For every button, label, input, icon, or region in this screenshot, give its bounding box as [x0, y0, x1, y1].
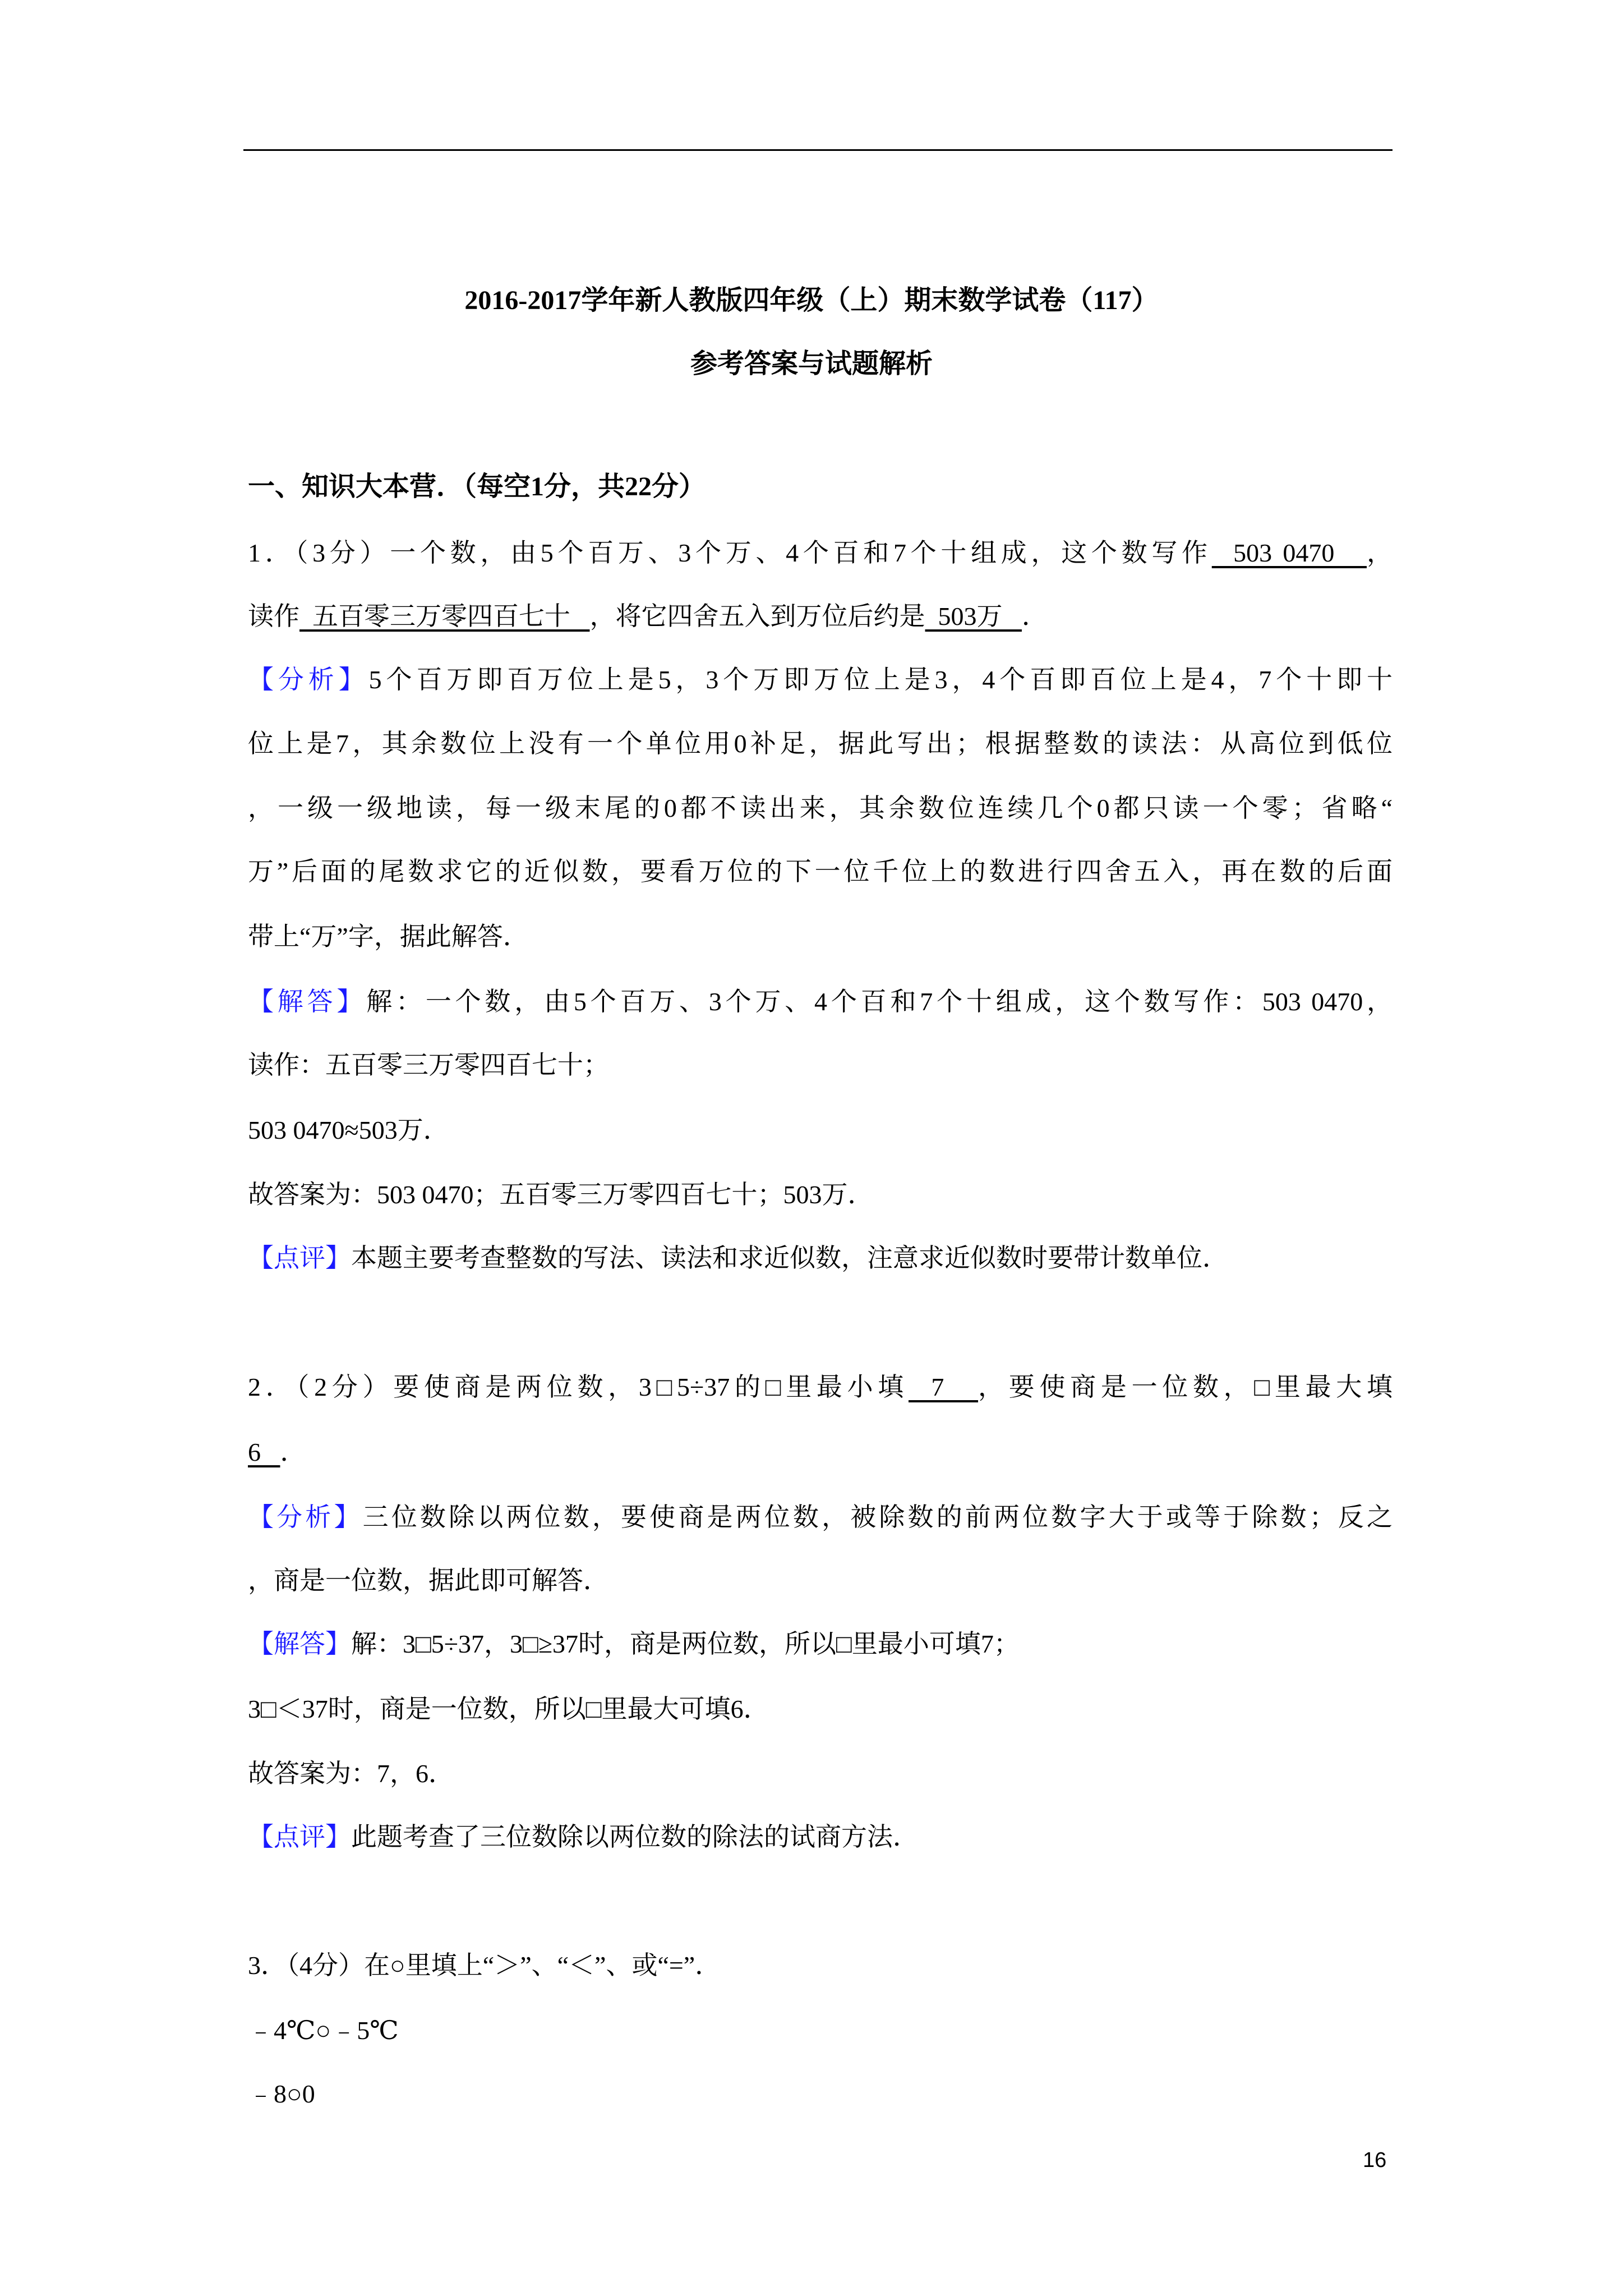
text: ．	[1022, 602, 1048, 631]
text: 读作	[248, 602, 299, 631]
text: 解：3□5÷37，3□≥37时，商是两位数，所以□里最小可填7；	[351, 1630, 1020, 1658]
text: 解：一个数，由5个百万、3个万、4个百和7个十组成，这个数写作：503 0470，	[366, 987, 1393, 1016]
comment	[248, 1820, 1393, 1854]
text: ，将它四舍五入到万位后约是	[589, 602, 925, 631]
comment-tag: 【点评】	[248, 1244, 351, 1272]
solution-line: 3□＜37时，商是一位数，所以□里最大可填6．	[248, 1695, 769, 1723]
answer-blank: 6	[248, 1438, 280, 1466]
q3-item: ﹣8○0	[248, 2079, 315, 2108]
text: 2．（2分）要使商是两位数，3□5÷37的□里最小填	[248, 1373, 909, 1401]
q1-line	[248, 600, 1393, 633]
page-number: 16	[1363, 2148, 1387, 2172]
solution-line: 读作：五百零三万零四百七十；	[248, 1051, 609, 1079]
section-heading: 一、知识大本营．（每空1分，共22分）	[248, 472, 706, 501]
text: ．	[280, 1438, 306, 1466]
doc-subtitle: 参考答案与试题解析	[690, 349, 933, 379]
analysis-tag: 【分析】	[248, 665, 369, 694]
solution	[248, 985, 1393, 1019]
q2-line	[248, 1370, 1393, 1404]
solution	[248, 1627, 1393, 1661]
answer-blank: 503 0470	[1211, 539, 1367, 567]
analysis-line: ，商是一位数，据此即可解答．	[248, 1566, 609, 1595]
text: 本题主要考查整数的写法、读法和求近似数，注意求近似数时要带计数单位．	[351, 1244, 1228, 1272]
text: 此题考查了三位数除以两位数的除法的试商方法．	[351, 1823, 919, 1851]
text: 1．（3分）一个数，由5个百万、3个万、4个百和7个十组成，这个数写作	[248, 539, 1212, 567]
answer-blank: 7	[909, 1373, 979, 1401]
comment-tag: 【点评】	[248, 1823, 351, 1851]
answer-blank: 503万	[925, 602, 1022, 631]
q2-line	[248, 1435, 1393, 1469]
solution-line: 故答案为：7，6．	[248, 1759, 454, 1788]
analysis-line: 带上“万”字，据此解答．	[248, 922, 529, 951]
solution-line: 503 0470≈503万．	[248, 1116, 449, 1144]
q3-item: ﹣4℃○﹣5℃	[248, 2016, 399, 2045]
answer-tag: 【解答】	[248, 987, 367, 1016]
header-rule	[243, 149, 1393, 151]
answer-blank: 五百零三万零四百七十	[299, 602, 590, 631]
analysis-tag: 【分析】	[248, 1503, 363, 1531]
text: ，要使商是一位数，□里最大填	[978, 1373, 1393, 1401]
analysis-line: 万”后面的尾数求它的近似数，要看万位的下一位千位上的数进行四舍五入，再在数的后面	[248, 857, 1393, 886]
answer-tag: 【解答】	[248, 1630, 351, 1658]
text: ，	[1367, 539, 1393, 567]
analysis-line: ，一级一级地读，每一级末尾的0都不读出来，其余数位连续几个0都只读一个零；省略“	[248, 794, 1393, 822]
q3-line: 3．（4分）在○里填上“＞”、“＜”、或“=”．	[248, 1951, 721, 1980]
analysis	[248, 1501, 1393, 1534]
text: 三位数除以两位数，要使商是两位数，被除数的前两位数字大于或等于除数；反之	[362, 1503, 1393, 1531]
q1-line	[248, 536, 1393, 570]
comment	[248, 1241, 1393, 1275]
analysis	[248, 663, 1393, 697]
doc-title: 2016-2017学年新人教版四年级（上）期末数学试卷（117）	[464, 286, 1159, 315]
analysis-line: 位上是7，其余数位上没有一个单位用0补足，据此写出；根据整数的读法：从高位到低位	[248, 729, 1393, 758]
solution-line: 故答案为：503 0470；五百零三万零四百七十；503万．	[248, 1180, 874, 1209]
text: 5个百万即百万位上是5，3个万即万位上是3，4个百即百位上是4，7个十即十	[368, 665, 1393, 694]
